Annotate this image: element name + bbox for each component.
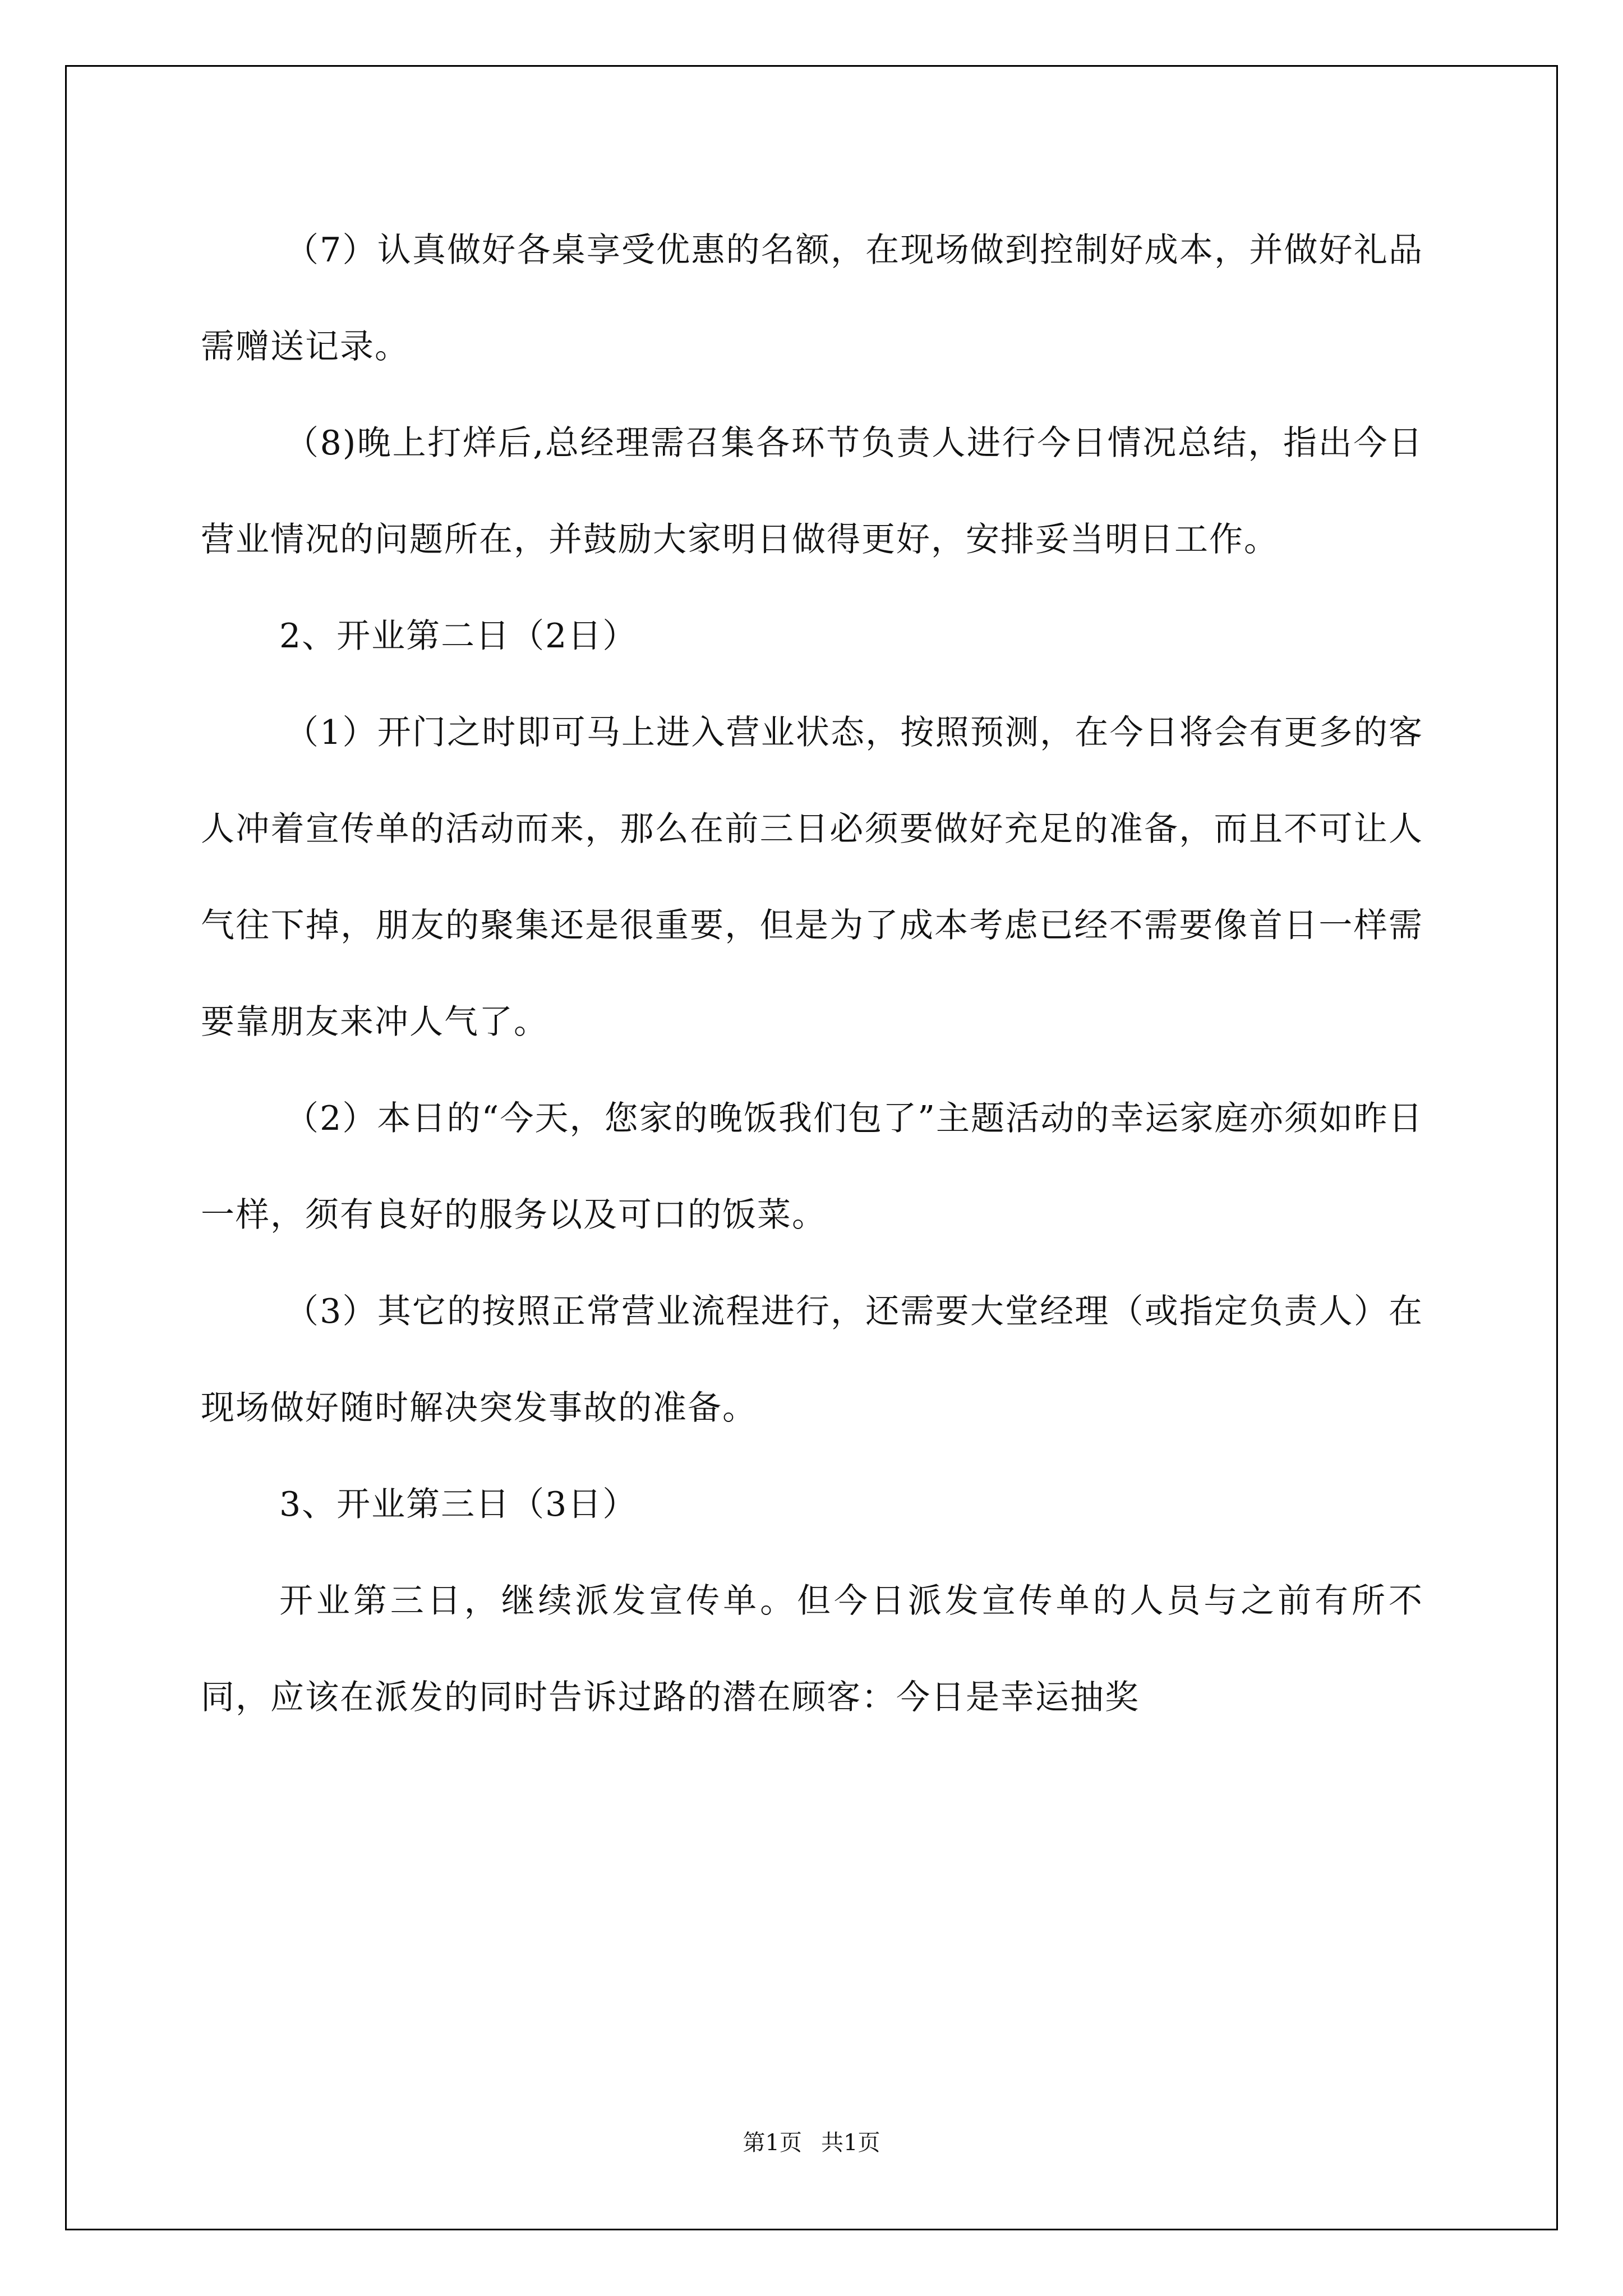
paragraph-day3-intro: 开业第三日，继续派发宣传单。但今日派发宣传单的人员与之前有所不同，应该在派发的同时告诉过路的潜在顾客：今日是幸运抽奖 <box>201 1581 1423 1717</box>
section-heading-day-3: 3、开业第三日（3日） <box>279 1485 638 1524</box>
page-number: 第1页 <box>743 2130 802 2156</box>
paragraph-item-8: （8)晚上打烊后,总经理需召集各环节负责人进行今日情况总结，指出今日营业情况的问题所在，并鼓励大家明日做得更好，安排妥当明日工作。 <box>201 424 1423 559</box>
section-heading-day-2: 2、开业第二日（2日） <box>279 616 638 656</box>
paragraph-day2-item-3: （3）其它的按照正常营业流程进行，还需要大堂经理（或指定负责人）在现场做好随时解决突发事故的准备。 <box>201 1292 1423 1428</box>
document-body <box>201 202 1423 1746</box>
page-total: 共1页 <box>821 2130 880 2156</box>
paragraph-day2-item-2: （2）本日的“今天，您家的晚饭我们包了”主题活动的幸运家庭亦须如昨日一样，须有良好的服务以及可口的饭菜。 <box>201 1099 1423 1235</box>
paragraph-day2-item-1: （1）开门之时即可马上进入营业状态，按照预测，在今日将会有更多的客人冲着宣传单的活动而来，那么在前三日必须要做好充足的准备，而且不可让人气往下掉，朋友的聚集还是很重要，但是为了成本考虑已经不需要像首日一样需要靠朋友来冲人气了。 <box>201 713 1423 1042</box>
page-footer <box>0 2126 1623 2160</box>
paragraph-item-7: （7）认真做好各桌享受优惠的名额，在现场做到控制好成本，并做好礼品需赠送记录。 <box>201 231 1423 366</box>
